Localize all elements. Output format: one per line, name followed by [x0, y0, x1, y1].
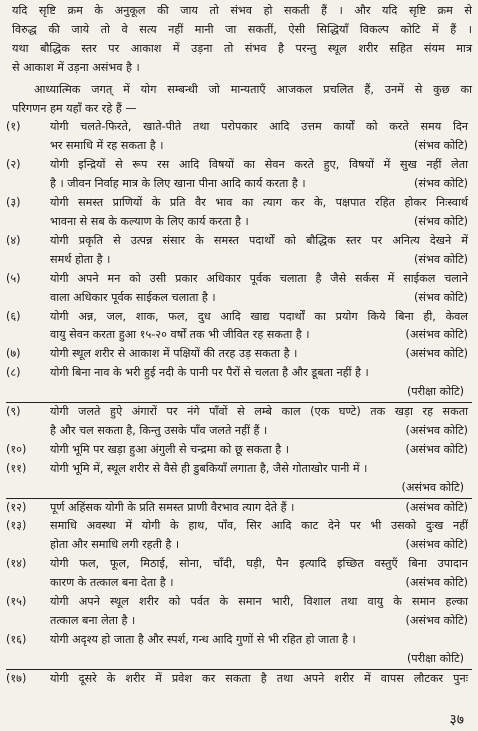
- category-label: (असंभव कोटि): [405, 442, 468, 456]
- item-text: योगी अपने मन को उसी प्रकार अधिकार पूर्वक चलाता है जैसे सर्कस में साईकल चलाने: [50, 271, 468, 285]
- list-item: [6, 460, 472, 498]
- list-item: [6, 270, 472, 308]
- text-line: परिगणन हम यहाँ कर रहे हैं —: [12, 101, 137, 115]
- item-text-line: [50, 555, 468, 574]
- list-item: [6, 441, 472, 460]
- item-text-line: [50, 631, 468, 650]
- item-text: योगी दूसरे के शरीर में प्रवेश कर सकता है तथा अपने शरीर में वापस लौटकर पुनः: [50, 671, 468, 685]
- item-text-line: [50, 194, 468, 213]
- item-text: कारण के तत्काल बना देता है ।: [50, 576, 174, 590]
- item-text: समाधि अवस्था में योगी के हाथ, पाँव, सिर आदि काट देने पर भी उसको दुःख नहीं: [50, 519, 468, 533]
- item-text: योगी चलते-फिरते, खाते-पीते तथा परोपकार आदि उत्तम कार्यों को करते समय दिन: [50, 120, 468, 134]
- list-item: [6, 232, 472, 270]
- item-text: है और चल सकता है, किन्तु उसके पाँव जलते नहीं हैं ।: [50, 423, 268, 437]
- item-text-line: [50, 270, 468, 289]
- item-text-line: [50, 612, 468, 631]
- text-line: से आकाश में उड़ना असंभव है ।: [12, 60, 140, 74]
- item-number: (४): [6, 233, 21, 247]
- item-text-line: [50, 251, 468, 270]
- item-number: (१६): [6, 632, 27, 646]
- item-text: योगी जलते हुऐ अंगारों पर नंगे पाँवों से लम्बे काल (एक घण्टे) तक खड़ा रह सकता: [50, 405, 468, 419]
- item-number: (१): [6, 120, 21, 134]
- item-text-line: [50, 670, 468, 689]
- item-text-line: [50, 156, 468, 175]
- item-text: योगी अपने स्थूल शरीर को पर्वत के समान भारी, विशाल तथा वायु के समान हल्का: [50, 595, 468, 609]
- category-label: (असंभव कोटि): [405, 347, 468, 361]
- item-text-line: [50, 593, 468, 612]
- item-text: योगी स्थूल शरीर से आकाश में पक्षियों की तरह उड़ सकता है ।: [50, 347, 298, 361]
- category-label: (संभव कोटि): [414, 177, 468, 191]
- item-text-line: [50, 326, 468, 345]
- item-number: (१२): [6, 500, 27, 514]
- item-number: (६): [6, 309, 21, 323]
- item-text-line: [50, 422, 468, 441]
- list-item: [6, 498, 472, 518]
- item-text-line: [50, 118, 468, 137]
- category-label: (संभव कोटि): [414, 290, 468, 304]
- item-number: (१७): [6, 671, 27, 685]
- item-text-line: [50, 232, 468, 251]
- item-number: (१४): [6, 557, 27, 571]
- item-number: (८): [6, 366, 21, 380]
- page-body: [6, 2, 472, 689]
- item-text-line: [50, 517, 468, 536]
- category-label: (परीक्षा कोटि): [406, 651, 464, 665]
- item-number: (११): [6, 461, 27, 475]
- item-text-line: [50, 175, 468, 194]
- intro-paragraph: [6, 2, 472, 78]
- list-item: [6, 194, 472, 232]
- list-item: [6, 517, 472, 555]
- item-text-line: [50, 499, 468, 518]
- text-line: यदि सृष्टि क्रम के अनुकूल की जाय तो संभव हो सकती हैं । और यदि सृष्टि क्रम से: [12, 4, 472, 17]
- text-line: आध्यात्मिक जगत् में योग सम्बन्धी जो मान्यताएँ आजकल प्रचलित हैं, उनमें से कुछ का: [34, 82, 472, 96]
- item-text-line: [50, 345, 468, 364]
- list-item: [6, 402, 472, 441]
- item-text: योगी भूमि में, स्थूल शरीर से वैसे ही डुबकियाँ लगाता है, जैसे गोताखोर पानी में ।: [50, 461, 368, 475]
- item-text: योगी अदृश्य हो जाता है और स्पर्श, गन्ध आदि गुणों से भी रहित हो जाता है ।: [50, 632, 356, 646]
- item-number: (२): [6, 158, 21, 172]
- item-text-line: [50, 403, 468, 422]
- item-text-line: [50, 441, 468, 460]
- item-text: तत्काल बना लेता है ।: [50, 614, 136, 627]
- category-label: (असंभव कोटि): [405, 576, 468, 590]
- item-number: (१५): [6, 595, 27, 609]
- list-item: [6, 308, 472, 346]
- category-label: (असंभव कोटि): [405, 538, 468, 552]
- item-text-line: [50, 536, 468, 555]
- category-label: (संभव कोटि): [414, 214, 468, 228]
- item-text-line: [50, 289, 468, 308]
- category-label: (संभव कोटि): [414, 252, 468, 266]
- item-text: योगी प्रकृति से उत्पन्न संसार के समस्त पदार्थों को बौद्धिक स्तर पर अनित्य देखने में: [50, 233, 468, 247]
- item-text: समर्थ होता है ।: [50, 252, 111, 266]
- item-number: (५): [6, 271, 21, 285]
- list-item: [6, 364, 472, 402]
- category-label: (संभव कोटि): [414, 139, 468, 153]
- category-label: (असंभव कोटि): [405, 328, 468, 342]
- item-text-line: [50, 574, 468, 593]
- item-text: योगी भूमि पर खड़ा हुआ अंगुली से चन्द्रमा को छू सकता है ।: [50, 442, 289, 456]
- text-line: यथा बौद्धिक स्तर पर आकाश में उड़ना तो संभव है परन्तु स्थूल शरीर सहित संयम मात्र: [12, 41, 473, 55]
- category-label: (असंभव कोटि): [401, 480, 464, 494]
- item-text-line: [50, 213, 468, 232]
- category-label: (परीक्षा कोटि): [406, 385, 464, 399]
- list-item: [6, 631, 472, 669]
- item-number: (३): [6, 196, 21, 210]
- category-label: (असंभव कोटि): [405, 614, 468, 627]
- item-text: योगी फल, फूल, मिठाई, सोना, चाँदी, घड़ी, पैन इत्यादि इच्छित वस्तुएँ बिना उपादान: [50, 557, 468, 571]
- item-text: योगी समस्त प्राणियों के प्रति वैर भाव का त्याग कर के, पक्षपात रहित होकर निःस्वार्थ: [50, 196, 468, 210]
- item-text: भर समाधि में रह सकता है ।: [50, 139, 164, 153]
- list-item: [6, 555, 472, 593]
- item-text: होता और समाधि लगी रहती है ।: [50, 538, 180, 552]
- item-text: वायु सेवन करता हुआ १५-२० वर्षों तक भी जीवित रह सकता है ।: [50, 328, 310, 342]
- item-number: (१०): [6, 442, 27, 456]
- item-number: (९): [6, 405, 21, 419]
- list-introduction-paragraph: [6, 81, 472, 119]
- item-text-line: [50, 460, 468, 479]
- item-text-line: [50, 308, 468, 327]
- page-number: ३७: [449, 712, 464, 728]
- list-item: [6, 669, 472, 689]
- list-item: [6, 593, 472, 631]
- item-text: योगी अन्न, जल, शाक, फल, दुध आदि खाद्य पदार्थों का प्रयोग किये बिना ही, केवल: [50, 309, 468, 323]
- item-text-line: [50, 364, 468, 383]
- item-text: भावना से सब के कल्याण के लिए कार्य करता है ।: [50, 214, 249, 228]
- category-label: (असंभव कोटि): [405, 500, 468, 514]
- item-text: वाला अधिकार पूर्वक साईकल चलाता है ।: [50, 290, 216, 304]
- item-text: है । जीवन निर्वाह मात्र के लिए खाना पीना आदि कार्य करता है ।: [50, 177, 306, 191]
- item-text: पूर्ण अहिंसक योगी के प्रति समस्त प्राणी वैरभाव त्याग देते हैं ।: [50, 500, 295, 514]
- item-text-line: [50, 137, 468, 156]
- item-number: (१३): [6, 519, 27, 533]
- numbered-list: [6, 118, 472, 688]
- category-label: (असंभव कोटि): [405, 423, 468, 437]
- item-number: (७): [6, 347, 21, 361]
- item-text: योगी बिना नाव के भरी हुई नदी के पानी पर पैरों से चलता है और डूबता नहीं है ।: [50, 366, 369, 380]
- list-item: [6, 118, 472, 156]
- list-item: [6, 345, 472, 364]
- list-item: [6, 156, 472, 194]
- text-line: विरुद्ध की जाये तो वे सत्य नहीं मानी जा सकतीं, ऐसी सिद्धियाँ विकल्प कोटि में हैं ।: [12, 22, 472, 36]
- item-text: योगी इन्द्रियों से रूप रस आदि विषयों का सेवन करते हुए, विषयों में सुख नहीं लेता: [50, 158, 468, 172]
